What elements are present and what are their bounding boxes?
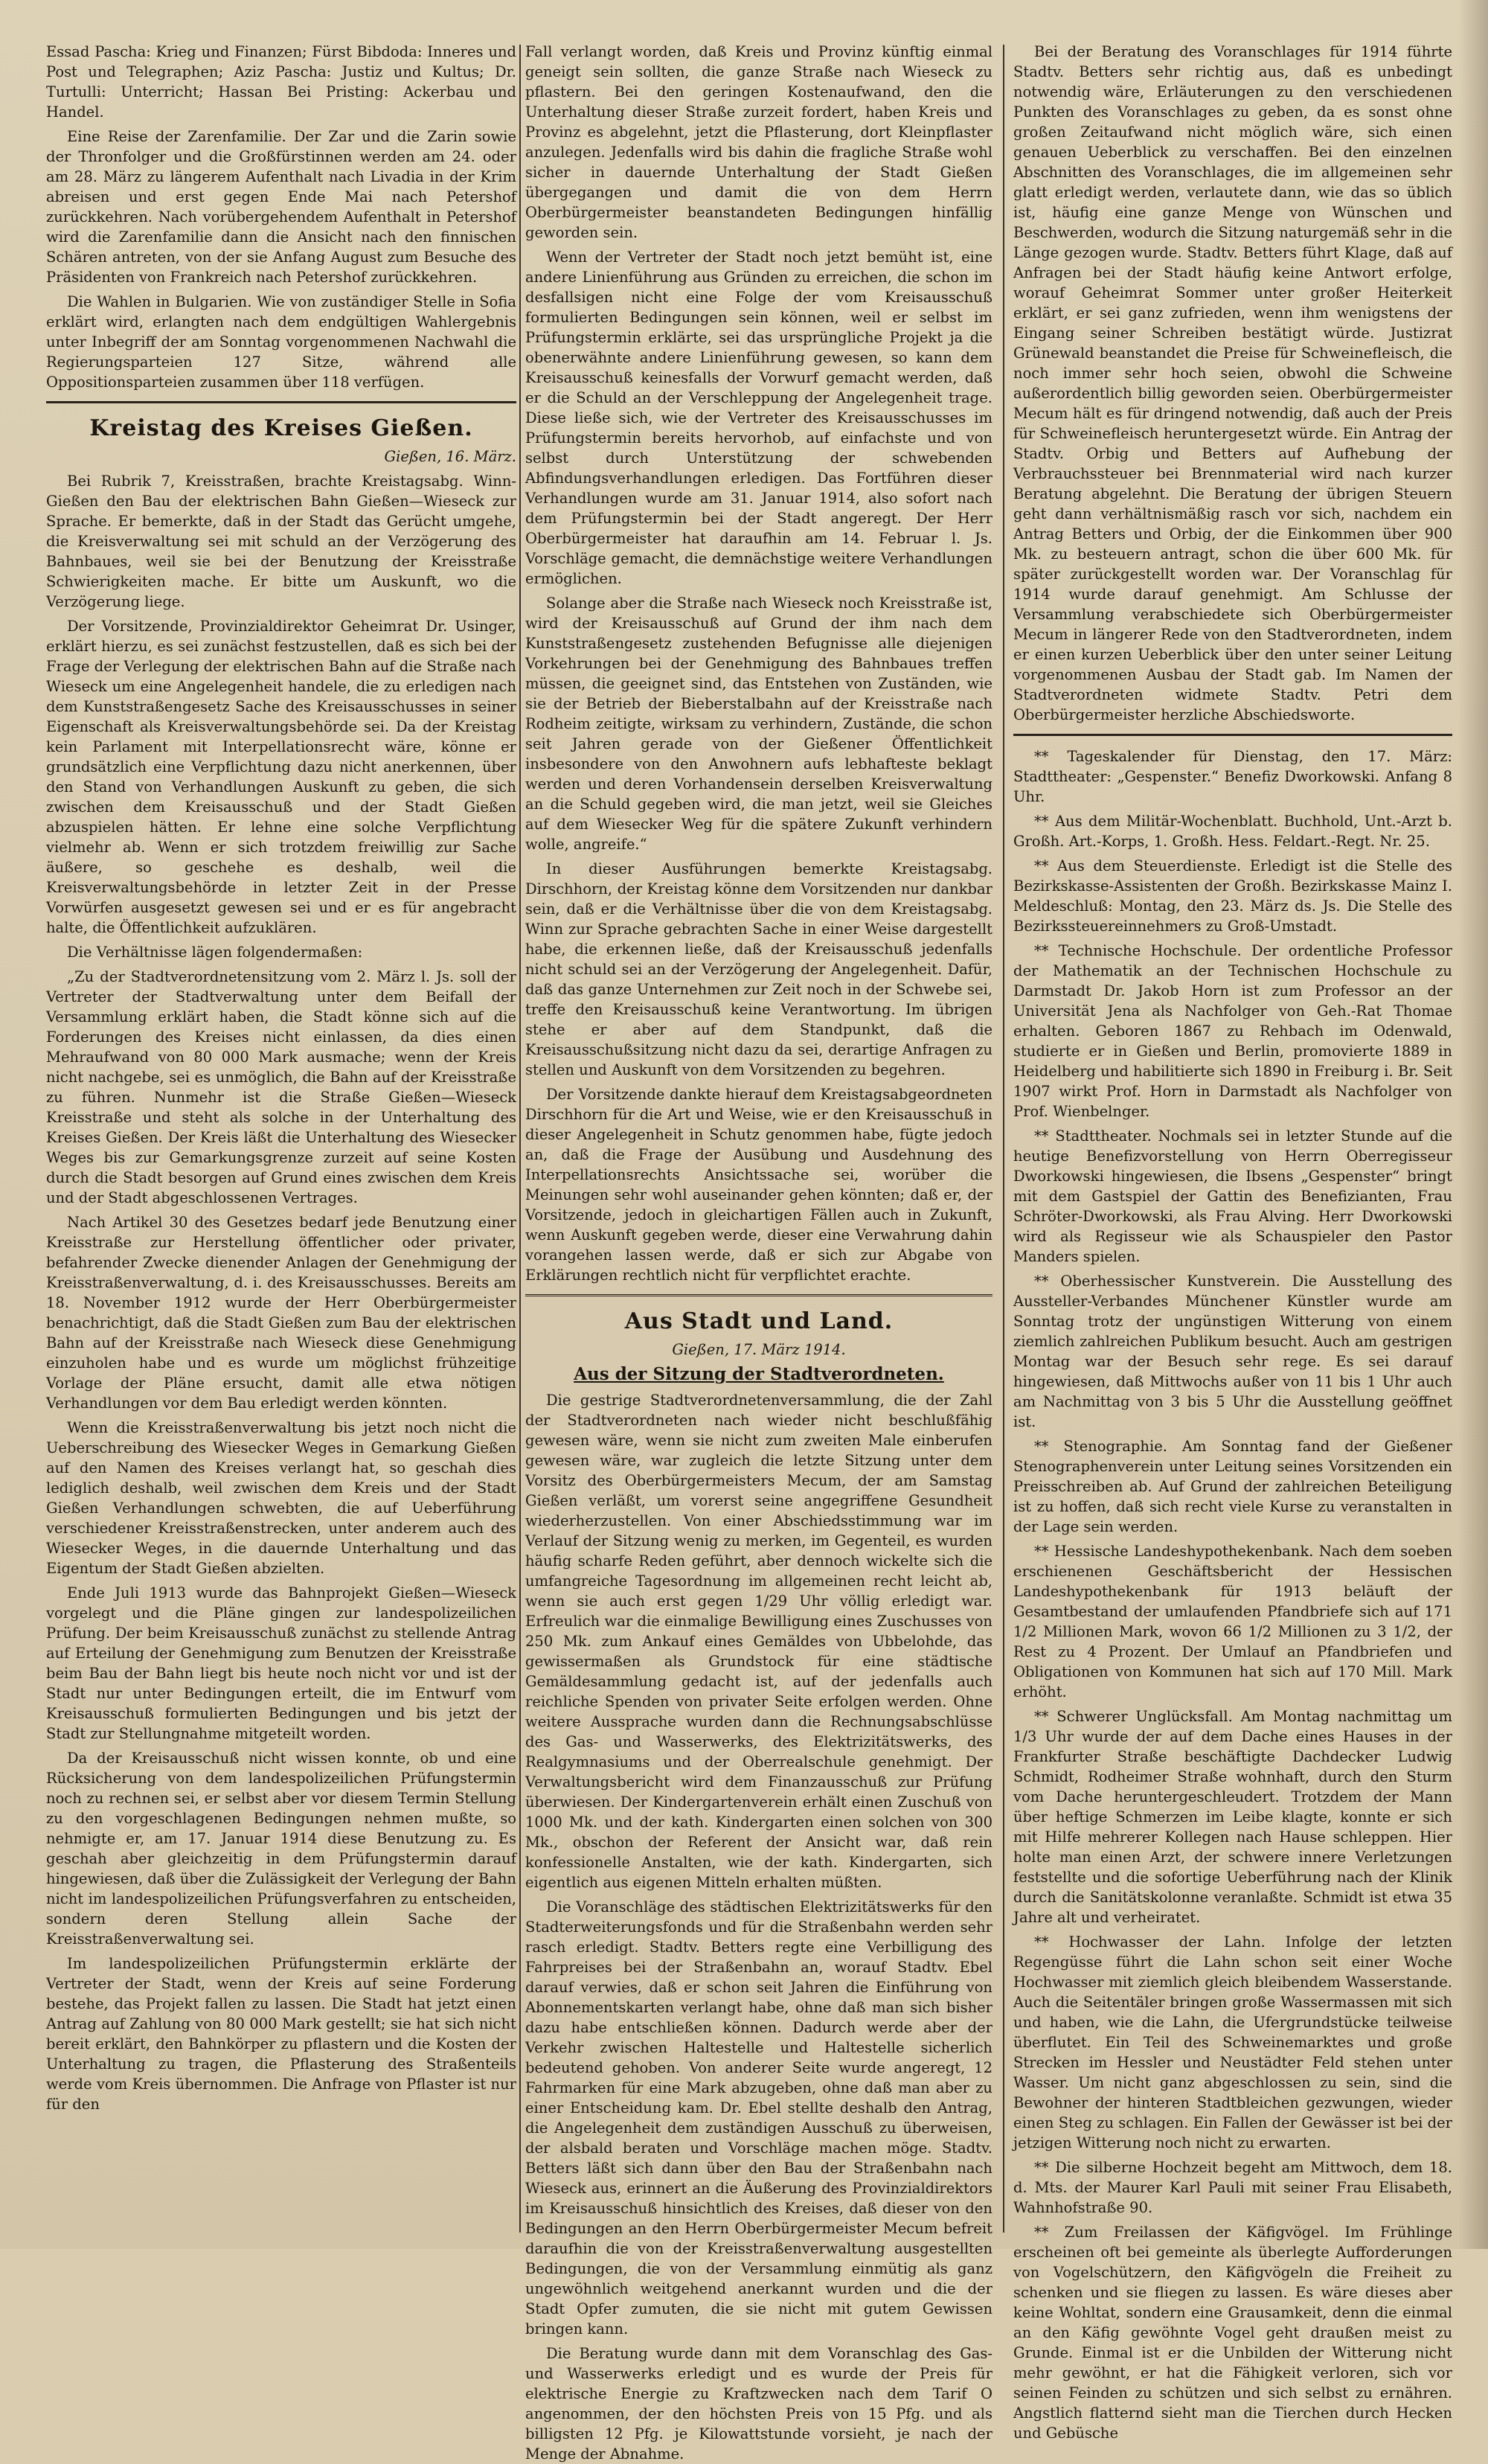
local-news-dateline: Gießen, 17. März 1914.	[672, 1341, 846, 1358]
kreistag-paragraph: Bei Rubrik 7, Kreisstraßen, brachte Kreistagsabg. Winn-Gießen den Bau der elektrischen Bahn Gießen—Wieseck zur Sprache. Er bemerkte, daß in der Stadt das Gerücht umgehe, die Kreisverwaltung sei mit schuld an der Verzögerung des Bahnbaues, weil sie bei der Benutzung der Kreisstraße Schwierigkeiten mache. Er bitte um Auskunft, wo die Verzögerung liege.	[46, 473, 516, 610]
cabinet-list-paragraph: Essad Pascha: Krieg und Finanzen; Fürst Bibdoda: Inneres und Post und Telegraphen; Aziz Pascha: Justiz und Kultus; Dr. Turtulli: Unterricht; Hassan Bei Pristing: Ackerbau und Handel.	[46, 43, 516, 121]
council-paragraph: Die gestrige Stadtverordnetenversammlung, die der Zahl der Stadtverordneten nach wieder nicht beschlußfähig gewesen wäre, wenn sie nicht zum zweiten Male einberufen gewesen wäre, war zugleich die letzte Sitzung unter dem Vorsitz des Oberbürgermeisters Mecum, der am Samstag Gießen verläßt, um vorerst seine angegriffene Gesundheit wiederherzustellen. Von einer Abschiedsstimmung war im Verlauf der Sitzung wenig zu merken, im Gegenteil, es wurden häufig scharfe Reden geführt, aber dennoch wickelte sich die umfangreiche Tagesordnung im allgemeinen recht leicht ab, wenn sie auch erst gegen 1/29 Uhr völlig erledigt war. Erfreulich war die einmalige Bewilligung eines Zuschusses von 250 Mk. zum Ankauf eines Gemäldes von Ubbelohde, das gewissermaßen als Grundstock für eine städtische Gemäldesammlung gedacht ist, auf der jedenfalls auch reichliche Spenden von privater Seite erfolgen werden. Ohne weitere Aussprache wurden dann die Rechnungsabschlüsse des Gas- und Wasserwerks, des Elektrizitätswerks, des Realgymnasiums und der Oberrealschule genehmigt. Der Verwaltungsbericht wird dem Finanzausschuß zur Prüfung überwiesen. Der Kindergartenverein erhält einen Zuschuß von 1000 Mk. und der kath. Kindergarten einen solchen von 300 Mk., obschon der Referent der Ansicht war, daß rein konfessionelle Anstalten, wie der kath. Kindergarten, sich eigentlich aus eigenen Mitteln erhalten müßten.	[525, 1392, 992, 1891]
kreistag-paragraph: Solange aber die Straße nach Wieseck noch Kreisstraße ist, wird der Kreisausschuß auf Grund der ihm nach dem Kunststraßengesetz zustehenden Befugnisse alle diejenigen Vorkehrungen bei der Genehmigung des Bahnbaues treffen müssen, die geeignet sind, das Entstehen von Zuständen, wie sie der Betrieb der Bieberstalbahn auf der Kreisstraße nach Rodheim zeitigte, wirksam zu verhindern, Zustände, die schon seit Jahren gerade von der Gießener Öffentlichkeit insbesondere von den Anwohnern aufs lebhafteste beklagt werden und deren Vorhandensein derselben Kreisverwaltung an die Schuld gegeben wird, die man jetzt, weil sie Gleiches auf dem Wiesecker Weg für die spätere Zukunft verhindern wolle, angreife.“	[525, 595, 992, 853]
council-paragraph: Die Voranschläge des städtischen Elektrizitätswerks für den Stadterweiterungsfonds und für die Straßenbahn werden sehr rasch erledigt. Stadtv. Betters regte eine Verbilligung des Fahrpreises bei der Straßenbahn an, worauf Stadtv. Ebel darauf verwies, daß er schon seit Jahren die Einführung von Abonnementskarten verlangt habe, ohne daß man sich bisher dazu habe entschließen können. Dadurch werde aber der Verkehr zwischen Haltestelle und Haltestelle sicherlich bedeutend gehoben. Von anderer Seite wurde angeregt, 12 Fahrmarken für eine Mark abzugeben, ohne daß man aber zu einer Entscheidung kam. Dr. Ebel stellte deshalb den Antrag, die Angelegenheit dem zuständigen Ausschuß zu überweisen, der alsbald beraten und Vorschläge machen möge. Stadtv. Betters läßt sich dann über den Bau der Straßenbahn nach Wieseck aus, erinnert an die Äußerung des Provinzialdirektors im Kreisausschuß hinsichtlich des Kreises, daß dieser von den Bedingungen an den Herrn Oberbürgermeister Mecum befreit daraufhin die von der Kreisstraßenverwaltung ausgestellten Bedingungen, die von der Versammlung einmütig als ganz ungewöhnlich weitgehend anerkannt wurden und die der Stadt Opfer zumuten, die sie nicht mit gutem Gewissen bringen kann.	[525, 1898, 992, 2337]
column-right	[1013, 42, 1452, 2442]
section-divider	[525, 1294, 992, 1296]
kreistag-paragraph: Ende Juli 1913 wurde das Bahnprojekt Gießen—Wieseck vorgelegt und die Pläne gingen zur landespolizeilichen Prüfung. Der beim Kreisausschuß zunächst zu stellende Antrag auf Erteilung der Genehmigung zum Benutzen der Kreisstraße beim Bau der Bahn liegt bis heute noch nicht vor und ist der Stadt nur unter Bedingungen erteilt, die im Entwurf vom Kreisausschuß formulierten Bedingungen und bis jetzt der Stadt zur Stellungnahme mitgeteilt worden.	[46, 1584, 516, 1742]
article-bulgaria-elections: Die Wahlen in Bulgarien. Wie von zuständiger Stelle in Sofia erklärt wird, erlangten nach dem endgültigen Wahlergebnis unter Inbegriff der am Sonntag vorgenommenen Nachwahl die Regierungsparteien 127 Sitze, während alle Oppositionsparteien zusammen über 118 verfügen.	[46, 293, 516, 391]
kreistag-heading: Kreistag des Kreises Gießen.	[89, 415, 473, 441]
news-item: ** Aus dem Militär-Wochenblatt. Buchhold, Unt.-Arzt b. Großh. Art.-Korps, 1. Großh. Hess. Feldart.-Regt. Nr. 25.	[1013, 813, 1452, 850]
column-rule	[519, 45, 521, 2233]
council-paragraph: Die Beratung wurde dann mit dem Voranschlag des Gas- und Wasserwerks erledigt und es wurde der Preis für elektrische Energie zu Kraftzwecken nach dem Tarif O angenommen, der den höchsten Preis von 15 Pfg. und als billigsten 12 Pfg. je Kilowattstunde vorsieht, je nach der Menge der Abnahme.	[525, 2345, 992, 2463]
kreistag-dateline: Gießen, 16. März.	[384, 448, 516, 465]
kreistag-paragraph: In dieser Ausführungen bemerkte Kreistagsabg. Dirschhorn, der Kreistag könne dem Vorsitzenden nur dankbar sein, daß er die Verhältnisse über die von dem Kreistagsabg. Winn zur Sprache gebrachten Sache in einer Weise dargestellt habe, die erkennen ließe, daß der Kreisausschuß jedenfalls nicht schuld sei an der Verzögerung der Angelegenheit. Dafür, daß das ganze Unternehmen zur Zeit noch in der Schwebe sei, treffe den Kreisausschuß keine Verantwortung. Im übrigen stehe er aber auf dem Standpunkt, daß die Kreisausschußsitzung nicht dazu da sei, derartige Anfragen zu stellen und Auskunft von dem Vorsitzenden zu begehren.	[525, 860, 992, 1078]
news-item: ** Stenographie. Am Sonntag fand der Gießener Stenographenverein unter Leitung seines Vorsitzenden ein Preisschreiben ab. Auf Grund der zahlreichen Beteiligung ist zu hoffen, daß sich recht viele Kurse zu veranstalten in der Lage sein werden.	[1013, 1438, 1452, 1535]
news-item: ** Hessische Landeshypothekenbank. Nach dem soeben erschienenen Geschäftsbericht der Hessischen Landeshypothekenbank für 1913 beläuft der Gesamtbestand der umlaufenden Pfandbriefe sich auf 171 1/2 Millionen Mark, wovon 66 1/2 Millionen zu 3 1/2, der Rest zu 4 Prozent. Der Umlauf an Pfandbriefen und Obligationen von Kommunen hat sich auf 170 Mill. Mark erhöht.	[1013, 1543, 1452, 1700]
news-item: ** Technische Hochschule. Der ordentliche Professor der Mathematik an der Technischen Hochschule zu Darmstadt Dr. Jakob Horn ist zum Professor an der Universität Jena als Nachfolger von Geh.-Rat Thomae erhalten. Geboren 1867 zu Rehbach im Odenwald, studierte er in Gießen und Berlin, promovierte 1889 in Heidelberg und habilitierte sich 1890 in Freiburg i. Br. Seit 1907 wirkt Prof. Horn in Darmstadt als Nachfolger von Prof. Wienbelnger.	[1013, 942, 1452, 1120]
news-item: ** Tageskalender für Dienstag, den 17. März: Stadttheater: „Gespenster.“ Benefiz Dworkowski. Anfang 8 Uhr.	[1013, 748, 1452, 805]
kreistag-paragraph: Im landespolizeilichen Prüfungstermin erklärte der Vertreter der Stadt, wenn der Kreis auf seine Forderung bestehe, das Projekt fallen zu lassen. Die Stadt hat jetzt einen Antrag auf Zahlung von 80 000 Mark gestellt; sie hat sich nicht bereit erklärt, den Bahnkörper zu pflastern und die Kosten der Unterhaltung zu tragen, die Pflasterung des Straßenteils werde vom Kreis übernommen. Die Anfrage von Pflaster ist nur für den	[46, 1955, 516, 2113]
city-council-subheading: Aus der Sitzung der Stadtverordneten.	[574, 1364, 944, 1384]
local-news-heading: Aus Stadt und Land.	[624, 1308, 894, 1334]
news-item: ** Hochwasser der Lahn. Infolge der letzten Regengüsse führt die Lahn schon seit einer Woche Hochwasser mit ziemlich gleich bleibendem Wasserstande. Auch die Seitentäler bringen große Wassermassen mit sich und haben, wie die Lahn, die Ufergrundstücke teilweise überflutet. Ein Teil des Schweinemarktes und große Strecken im Hessler und Neustädter Feld stehen unter Wasser. Um nicht ganz abgeschlossen zu sein, sind die Bewohner der hinteren Stadtbleichen gezwungen, wieder einen Steg zu schlagen. Ein Fallen der Gewässer ist bei der jetzigen Witterung noch nicht zu erwarten.	[1013, 1933, 1452, 2151]
kreistag-paragraph: Da der Kreisausschuß nicht wissen konnte, ob und eine Rücksicherung von dem landespolizeilichen Prüfungstermin noch zu rechnen sei, er selbst aber vor diesem Termin Stellung zu den vorgeschlagenen Bedingungen nehmen mußte, so nehmigte er, am 17. Januar 1914 diese Benutzung zu. Es geschah aber gleichzeitig in dem Prüfungstermin darauf hingewiesen, daß über die Zulässigkeit der Verlegung der Bahn nicht im landespolizeilichen Prüfungsverfahren zu entscheiden, sondern deren Stellung allein Sache der Kreisstraßenverwaltung sei.	[46, 1750, 516, 1948]
article-tsar-family: Eine Reise der Zarenfamilie. Der Zar und die Zarin sowie der Thronfolger und die Großfürstinnen werden am 24. oder am 28. März zu längerem Aufenthalt nach Livadia in der Krim abreisen und erst gegen Ende Mai nach Petershof zurückkehren. Nach vorübergehendem Aufenthalt in Petershof wird die Zarenfamilie dann die Ansicht nach den finnischen Schären antreten, von der sie Anfang August zum Besuche des Präsidenten von Frankreich nach Petershof zurückkehren.	[46, 128, 516, 286]
news-item: ** Zum Freilassen der Käfigvögel. Im Frühlinge erscheinen oft bei gemeinte als überlegte Aufforderungen von Vogelschützern, den Käfigvögeln die Freiheit zu schenken und sie fliegen zu lassen. Es wäre dieses aber keine Wohltat, sondern eine Grausamkeit, denn die einmal an den Käfig gewöhnte Vogel geht draußen meist zu Grunde. Einmal ist er die Unbilden der Witterung nicht mehr gewöhnt, er hat die Fähigkeit verloren, sich vor seinen Feinden zu schützen und sich selbst zu ernähren. Angstlich flatternd sieht man die Tierchen durch Hecken und Gebüsche	[1013, 2224, 1452, 2442]
kreistag-paragraph: Wenn die Kreisstraßenverwaltung bis jetzt noch nicht die Ueberschreibung des Wiesecker Weges in Gemarkung Gießen auf den Namen des Kreises verlangt hat, so geschah dies lediglich deshalb, weil zwischen dem Kreis und der Stadt Gießen Verhandlungen schwebten, die auf Ueberführung verschiedener Kreisstraßenstrecken, unter anderem auch des Wiesecker Weges, in die dauernde Unterhaltung und das Eigentum der Stadt Gießen abzielten.	[46, 1419, 516, 1577]
section-divider	[46, 401, 516, 403]
kreistag-paragraph: Der Vorsitzende, Provinzialdirektor Geheimrat Dr. Usinger, erklärt hierzu, es sei zunächst festzustellen, daß es sich bei der Frage der Verlegung der elektrischen Bahn auf die Straße nach Wieseck um eine Angelegenheit handele, die zu erledigen nach dem Kunststraßengesetz Sache des Kreisausschusses in seiner Eigenschaft als Kreisverwaltungsbehörde sei. Da der Kreistag kein Parlament mit Interpellationsrecht wäre, könne er grundsätzlich eine Verpflichtung dazu nicht anerkennen, über den Stand von Verhandlungen Auskunft zu geben, die sich zwischen dem Kreisausschuß und der Stadt Gießen abzuspielen hätten. Er lehne eine solche Verpflichtung vielmehr ab. Wenn er sich trotzdem freiwillig zur Sache äußere, so geschehe es deshalb, weil die Kreisverwaltungsbehörde in letzter Zeit in der Presse Vorwürfen ausgesetzt gewesen sei und er es für angebracht halte, die Öffentlichkeit aufzuklären.	[46, 618, 516, 936]
binding-shadow	[1458, 0, 1488, 2249]
kreistag-paragraph: Nach Artikel 30 des Gesetzes bedarf jede Benutzung einer Kreisstraße zur Herstellung öffentlicher oder privater, befahrender Zwecke dienender Anlagen der Genehmigung der Kreisstraßenverwaltung, d. i. des Kreisausschusses. Bereits am 18. November 1912 wurde der Herr Oberbürgermeister benachrichtigt, daß die Stadt Gießen zum Bau der elektrischen Bahn auf der Kreisstraße nach Wieseck diese Genehmigung einzuholen habe und es wurde um möglichst frühzeitige Vorlage der Pläne ersucht, damit alle etwa nötigen Verhandlungen vor dem Bau erledigt werden könnten.	[46, 1214, 516, 1412]
kreistag-paragraph: Der Vorsitzende dankte hierauf dem Kreistagsabgeordneten Dirschhorn für die Art und Weise, wie er den Kreisausschuß in dieser Angelegenheit in Schutz genommen habe, fügte jedoch an, daß die Frage der Ausübung und Ausdehnung des Interpellationsrechts Ansichtssache sei, worüber die Meinungen sehr wohl auseinander gehen könnten; daß er, der Vorsitzende, jedoch in gleichartigen Fällen auch in Zukunft, wenn Auskunft gegeben werde, dieser eine Verwahrung dahin vorangehen lassen werde, daß er sich zur Abgabe von Erklärungen rechtlich nicht für verpflichtet erachte.	[525, 1086, 992, 1284]
news-item: ** Oberhessischer Kunstverein. Die Ausstellung des Aussteller-Verbandes Münchener Künstler wurde am Sonntag trotz der ungünstigen Witterung von einem ziemlich zahlreichen Publikum besucht. Auch am gestrigen Montag war der Besuch sehr rege. Es sei darauf hingewiesen, daß Mittwochs außer von 11 bis 1 Uhr auch am Nachmittag von 3 bis 5 Uhr die Ausstellung geöffnet ist.	[1013, 1273, 1452, 1430]
column-left	[46, 42, 516, 2237]
news-item: ** Die silberne Hochzeit begeht am Mittwoch, dem 18. d. Mts. der Maurer Karl Pauli mit seiner Frau Elisabeth, Wahnhofstraße 90.	[1013, 2159, 1452, 2216]
column-rule	[1003, 45, 1004, 2233]
kreistag-continuation: Fall verlangt worden, daß Kreis und Provinz künftig einmal geneigt sein sollten, die ganze Straße nach Wieseck zu pflastern. Bei den geringen Kostenaufwand, den die Unterhaltung dieser Straße zurzeit fordert, haben Kreis und Provinz es abgelehnt, jetzt die Pflasterung, dort Kleinpflaster anzulegen. Jedenfalls wird bis dahin die fragliche Straße wohl sicher in dauernde Unterhaltung der Stadt Gießen übergegangen und damit die von dem Herrn Oberbürgermeister beanstandeten Bedingungen hinfällig geworden sein.	[525, 43, 992, 241]
news-item: ** Stadttheater. Nochmals sei in letzter Stunde auf die heutige Benefizvorstellung von Herrn Oberregisseur Dworkowski hingewiesen, die Ibsens „Gespenster“ bringt mit dem Gastspiel der Gattin des Benefizianten, Frau Schröter-Dworkowski, als Frau Alving. Herr Dworkowski wird als Regisseur wie als Schauspieler den Pastor Manders spielen.	[1013, 1127, 1452, 1265]
kreistag-paragraph: Wenn der Vertreter der Stadt noch jetzt bemüht ist, eine andere Linienführung aus Gründen zu erreichen, die schon im desfallsigen nicht eine Folge der vom Kreisausschuß formulierten Bedingungen sein können, weil er selbst im Prüfungstermin erklärte, sei das ursprüngliche Projekt ja die obenerwähnte andere Linienführung gewesen, so kann dem Kreisausschuß keinesfalls der Vorwurf gemacht werden, daß er die Schuld an der Verschleppung der Angelegenheit trage. Diese ließe sich, wie der Vertreter des Kreisausschusses im Prüfungstermin bereits hervorhob, auf einfachste und von selbst durch Unterstützung der schwebenden Abfindungsverhandlungen erledigen. Das Fortführen dieser Verhandlungen wurde am 31. Januar 1914, also sofort nach dem Prüfungstermin bei der Stadt angeregt. Der Herr Oberbürgermeister hat daraufhin am 14. Februar l. Js. Vorschläge gemacht, die demnächstige weitere Verhandlungen ermöglichen.	[525, 249, 992, 587]
news-item: ** Schwerer Unglücksfall. Am Montag nachmittag um 1/3 Uhr wurde der auf dem Dache eines Hauses in der Frankfurter Straße beschäftigte Dachdecker Ludwig Schmidt, Rodheimer Straße wohnhaft, durch den Sturm vom Dache heruntergeschleudert. Trotzdem der Mann über heftige Schmerzen im Leibe klagte, konnte er sich mit Hilfe mehrerer Kollegen nach Hause schleppen. Hier holte man einen Arzt, der schwere innere Verletzungen feststellte und die sofortige Ueberführung nach der Klinik durch die Sanitätskolonne veranlaßte. Schmidt ist etwa 35 Jahre alt und verheiratet.	[1013, 1708, 1452, 1926]
news-item: ** Aus dem Steuerdienste. Erledigt ist die Stelle des Bezirkskasse-Assistenten der Großh. Bezirkskasse Mainz I. Meldeschluß: Montag, den 23. März ds. Js. Die Stelle des Bezirkssteuereinnehmers zu Groß-Umstadt.	[1013, 857, 1452, 935]
column-middle	[525, 42, 992, 2463]
council-continuation: Bei der Beratung des Voranschlages für 1914 führte Stadtv. Betters sehr richtig aus, daß es unbedingt notwendig wäre, Erläuterungen zu den verschiedenen Punkten des Voranschlages zu geben, da es sonst ohne großen Zeitaufwand nicht möglich wäre, sich einen genauen Ueberblick zu verschaffen. Bei den einzelnen Abschnitten des Voranschlages, die im allgemeinen sehr glatt erledigt werden, verlautete dann, wie das so üblich ist, häufig eine ganze Menge von Wünschen und Beschwerden, wodurch die Sitzung naturgemäß sehr in die Länge gezogen wurde. Stadtv. Betters führt Klage, daß auf Anfragen bei der Stadt häufig keine Antwort erfolge, worauf Geheimrat Sommer unter großer Heiterkeit erklärt, er sei ganz zufrieden, wenn ihm wenigstens der Eingang seiner Schreiben bestätigt würde. Justizrat Grünewald beanstandet die Preise für Schweinefleisch, die noch immer sehr hoch seien, obwohl die Schweine außerordentlich billig geworden seien. Oberbürgermeister Mecum hält es für dringend notwendig, daß auch der Preis für Schweinefleisch heruntergesetzt würde. Ein Antrag der Stadtv. Orbig und Betters auf Aufhebung der Verbrauchssteuer bei Brennmaterial wird nach kurzer Beratung abgelehnt. Die Beratung der übrigen Steuern geht dann verhältnismäßig rasch vor sich, nachdem ein Antrag Betters und Orbig, der die Einkommen über 900 Mk. zu besteuern antragt, schon die über 600 Mk. für später zurückgestellt worden war. Der Voranschlag für 1914 wurde darauf genehmigt. Am Schlusse der Versammlung verabschiedete sich Oberbürgermeister Mecum in längerer Rede von den Stadtverordneten, indem er einen kurzen Ueberblick über den unter seiner Leitung vorgenommenen Ausbau der Stadt gab. Im Namen der Stadtverordneten widmete Stadtv. Petri dem Oberbürgermeister herzliche Abschiedsworte.	[1013, 43, 1452, 723]
section-divider	[1013, 734, 1452, 736]
kreistag-paragraph: Die Verhältnisse lägen folgendermaßen:	[67, 944, 363, 961]
kreistag-paragraph: „Zu der Stadtverordnetensitzung vom 2. März l. Js. soll der Vertreter der Stadtverwaltung unter dem Beifall der Versammlung erklärt haben, die Stadt könne sich auf die Forderungen des Kreises nicht einlassen, da dies einen Mehraufwand von 80 000 Mark ausmache; wenn der Kreis nicht nachgebe, sei es unmöglich, die Bahn auf der Kreisstraße zu führen. Nunmehr ist die Straße Gießen—Wieseck Kreisstraße und steht als solche in der Unterhaltung des Kreises Gießen. Der Kreis läßt die Unterhaltung des Wiesecker Weges bis zur Gemarkungsgrenze zurzeit auf seine Kosten durch die Stadt besorgen auf Grund eines zwischen dem Kreis und der Stadt abgeschlossenen Vertrages.	[46, 968, 516, 1206]
